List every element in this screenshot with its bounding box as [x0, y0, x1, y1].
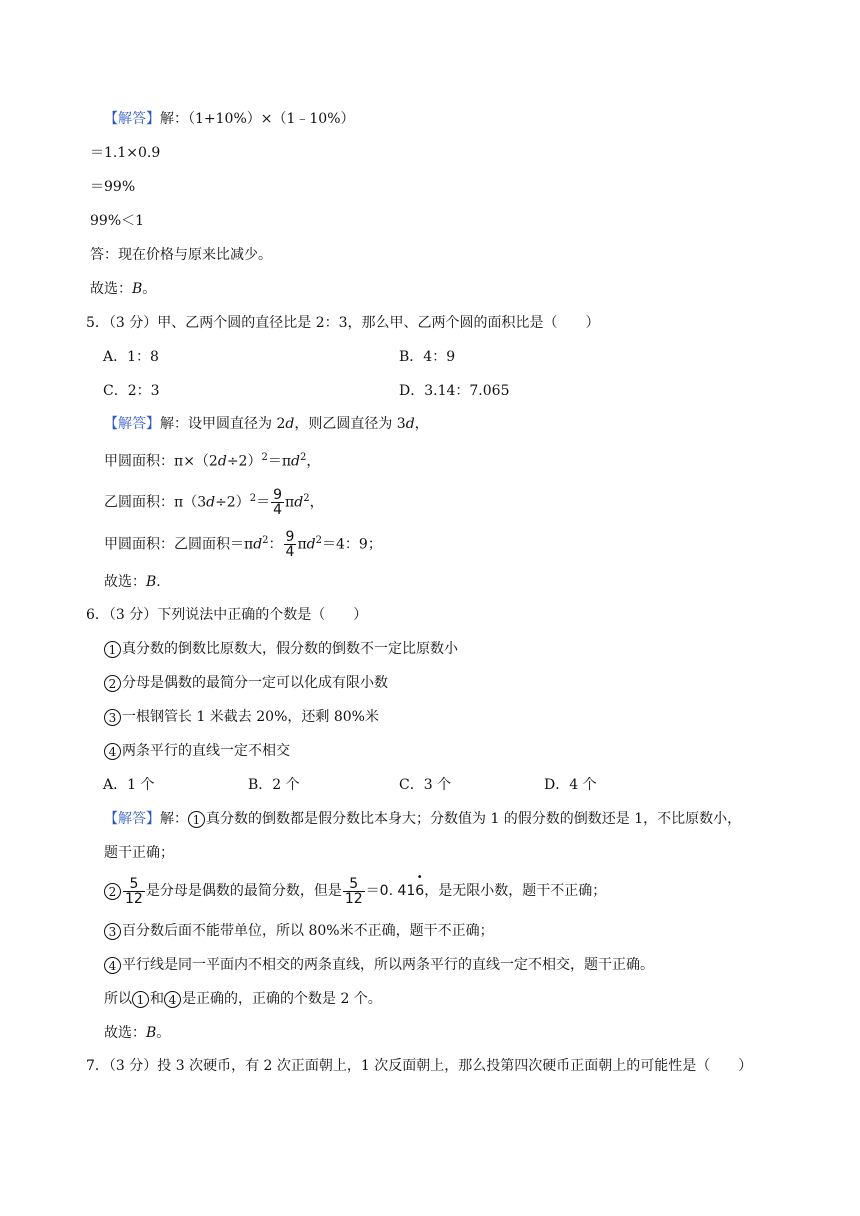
text: 甲圆面积：π×（2 — [104, 453, 218, 470]
text: ，则乙圆直径为 3 — [294, 416, 406, 432]
text: ÷2） — [226, 453, 262, 470]
circled-number: 2 — [104, 883, 121, 900]
fraction-9-4 — [271, 488, 284, 517]
var-d: d — [291, 453, 300, 470]
q5-option-c: C．2：3 — [103, 383, 160, 399]
var-d: d — [206, 494, 216, 511]
answer-tag: 【解答】 — [104, 111, 160, 127]
text: ，是无限小数，题干不正确； — [424, 883, 607, 899]
q5-answer-line-3 — [104, 484, 324, 518]
q6-answer-line-3 — [104, 921, 494, 941]
q5-stem: 5．（3 分）甲、乙两个圆的直径比是 2：3，那么甲、乙两个圆的面积比是（ ） — [86, 315, 600, 331]
exponent: 2 — [303, 493, 310, 504]
numerator: 5 — [343, 877, 365, 892]
q6-answer-line-5 — [104, 989, 382, 1009]
text: 乙圆面积：π（3 — [104, 494, 207, 511]
circled-number: 2 — [104, 675, 121, 692]
text: ： — [268, 536, 283, 553]
q6-answer-line-2 — [104, 876, 606, 906]
fraction-5-12 — [123, 877, 145, 906]
text: 两条平行的直线一定不相交 — [122, 743, 290, 759]
text: 解： — [160, 811, 188, 827]
text: 真分数的倒数比原数大，假分数的倒数不一定比原数小 — [122, 641, 458, 657]
circled-number: 4 — [164, 991, 181, 1008]
text: 和 — [150, 991, 164, 1007]
text: ， — [309, 494, 324, 511]
choice-letter: B — [146, 1025, 157, 1041]
denominator: 4 — [273, 502, 283, 519]
text: 故选： — [104, 1025, 146, 1041]
text: 。 — [142, 281, 157, 297]
q6-statement-1 — [104, 639, 458, 659]
exponent: 2 — [315, 535, 323, 546]
circled-number: 1 — [104, 641, 121, 658]
text: 平行线是同一平面内不相交的两条直线，所以两条平行的直线一定不相交，题干正确。 — [122, 957, 654, 973]
q6-answer-line-4 — [104, 955, 654, 975]
q5-option-d: D．3.14：7.065 — [399, 383, 510, 399]
text: 真分数的倒数都是假分数比本身大；分数值为 1 的假分数的倒数还是 1，不比原数小， — [206, 811, 742, 827]
repeating-digit: • 6 — [415, 876, 424, 906]
text: 是分母是偶数的最简分数，但是 — [145, 883, 342, 899]
q6-answer-line-1 — [104, 809, 741, 829]
fraction-9-4 — [284, 530, 297, 559]
text: 一根钢管长 1 米截去 20%，还剩 80%米 — [122, 709, 379, 725]
text: ＝ — [256, 494, 271, 511]
var-d: d — [217, 453, 227, 470]
q6-statement-2 — [104, 673, 388, 693]
var-d: d — [405, 416, 415, 432]
circled-number: 1 — [188, 811, 205, 828]
choice-letter: B — [132, 281, 143, 297]
var-d: d — [285, 416, 295, 432]
q6-answer-line-6 — [104, 1023, 170, 1043]
choice-letter: B — [146, 574, 157, 590]
q6-option-d: D．4 个 — [544, 777, 597, 793]
denominator: 4 — [285, 544, 295, 561]
text: ＝4：9； — [322, 536, 382, 553]
var-d: d — [306, 536, 316, 553]
var-d: d — [294, 494, 304, 511]
numerator: 5 — [123, 877, 145, 892]
text: ， — [306, 453, 321, 470]
q7-stem: 7．（3 分）投 3 次硬币，有 2 次正面朝上，1 次反面朝上，那么投第四次硬币正面朝上的可能性是（ ） — [86, 1058, 753, 1074]
q6-statement-4 — [104, 741, 290, 761]
text: ＝π — [267, 453, 292, 470]
text: 是正确的，正确的个数是 2 个。 — [182, 991, 382, 1007]
q6-statement-3 — [104, 707, 379, 727]
circled-number: 4 — [104, 957, 121, 974]
text: π — [285, 494, 295, 511]
repeating-decimal: 0. 41 — [379, 883, 416, 899]
denominator: 12 — [125, 890, 143, 907]
q4-answer-line-2: ＝1.1×0.9 — [90, 145, 161, 161]
circled-number: 3 — [104, 709, 121, 726]
q4-answer-line-4: 99%＜1 — [90, 213, 145, 229]
answer-tag: 【解答】 — [104, 811, 160, 827]
q5-answer-line-5 — [104, 572, 161, 592]
text: 故选： — [104, 574, 146, 590]
numerator: 9 — [273, 487, 283, 504]
text: 解：设甲圆直径为 2 — [160, 416, 286, 432]
q6-option-b: B．2 个 — [248, 777, 300, 793]
q6-stem: 6．（3 分）下列说法中正确的个数是（ ） — [86, 607, 368, 623]
q5-option-b: B．4：9 — [399, 349, 456, 365]
q4-answer-text: 解：（1+10%）×（1﹣10%） — [160, 111, 355, 127]
q4-answer-line-3: ＝99% — [90, 179, 136, 195]
text: 百分数后面不能带单位，所以 80%米不正确，题干不正确； — [122, 923, 494, 939]
exponent: 2 — [262, 535, 269, 546]
exponent: 2 — [249, 493, 257, 504]
text: ， — [414, 416, 429, 432]
circled-number: 3 — [104, 923, 121, 940]
circled-number: 4 — [104, 743, 121, 760]
q4-answer-line-5: 答：现在价格与原来比减少。 — [90, 247, 272, 263]
q6-option-a: A．1 个 — [103, 777, 155, 793]
q5-option-a: A．1：8 — [103, 349, 159, 365]
fraction-5-12 — [343, 877, 365, 906]
text: ÷2） — [215, 494, 250, 511]
q6-answer-line-1b: 题干正确； — [104, 845, 174, 861]
answer-tag: 【解答】 — [104, 416, 160, 432]
q6-option-c: C．3 个 — [399, 777, 452, 793]
q5-answer-line-1 — [104, 414, 429, 434]
text: π — [297, 536, 307, 553]
q4-answer-line-1 — [104, 109, 355, 129]
text: 故选： — [90, 281, 132, 297]
numerator: 9 — [285, 529, 295, 546]
exponent: 2 — [261, 452, 268, 463]
denominator: 12 — [344, 890, 363, 907]
text: . — [156, 574, 161, 590]
q5-answer-line-4 — [104, 526, 382, 560]
q4-answer-line-6 — [90, 279, 156, 299]
text: ＝ — [365, 883, 380, 899]
exponent: 2 — [300, 452, 307, 463]
q5-answer-line-2 — [104, 448, 320, 472]
var-d: d — [253, 536, 263, 553]
text: 分母是偶数的最简分一定可以化成有限小数 — [122, 675, 388, 691]
text: 。 — [156, 1025, 171, 1041]
text: 所以 — [104, 991, 132, 1007]
circled-number: 1 — [132, 991, 149, 1008]
text: 甲圆面积：乙圆面积＝π — [104, 536, 254, 553]
